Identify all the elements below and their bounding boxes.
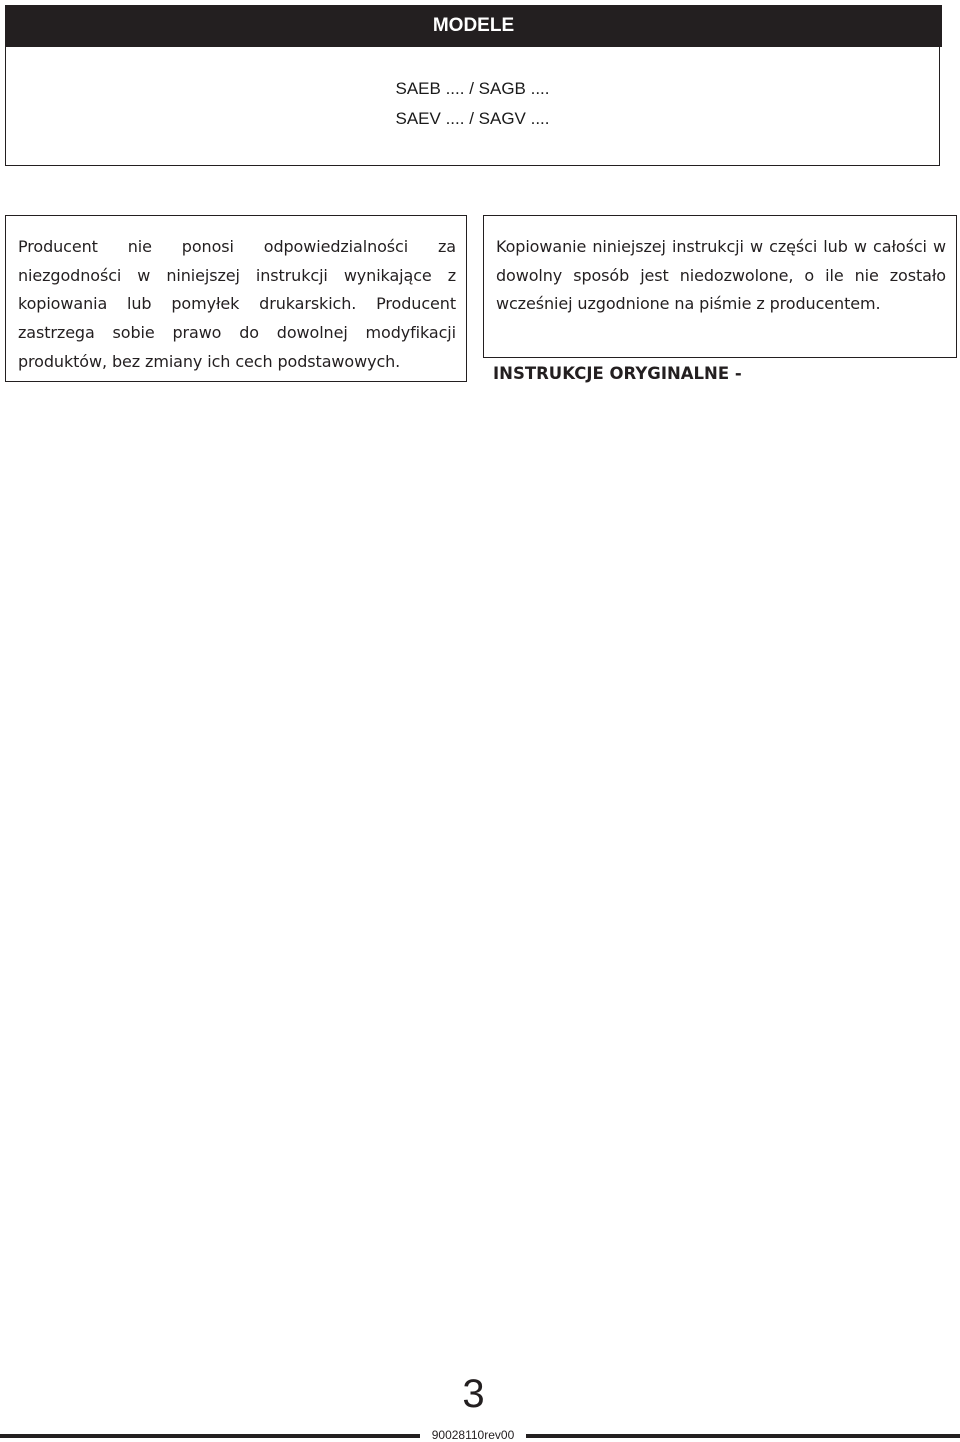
document-code: 90028110rev00 [431,1428,515,1442]
copyright-text: Kopiowanie niniejszej instrukcji w części lub w całości w dowolny sposób jest niedozwolone, o ile nie zostało wcześniej uzgodnione na piśmie z producentem. [496,237,946,314]
model-line-1: SAEB .... / SAGB .... [395,79,550,98]
original-instructions-heading: INSTRUKCJE ORYGINALNE - [493,364,742,383]
models-box [5,47,940,166]
disclaimer-text: Producent nie ponosi odpowiedzialności za niezgodności w niniejszej instrukcji wynikające z kopiowania lub pomyłek drukarskich. Producent zastrzega sobie prawo do dowolnej modyfikacji produktów, bez zmiany ich cech podstawowych. [18,237,456,371]
models-header-title: MODELE [432,15,515,36]
models-header-bar [5,5,942,47]
disclaimer-notice-box [5,215,467,382]
model-line-2: SAEV .... / SAGV .... [395,109,550,128]
copyright-notice-box [483,215,957,358]
footer-rule-right [526,1434,960,1438]
page-number: 3 [462,1372,485,1416]
footer-rule-left [0,1434,420,1438]
